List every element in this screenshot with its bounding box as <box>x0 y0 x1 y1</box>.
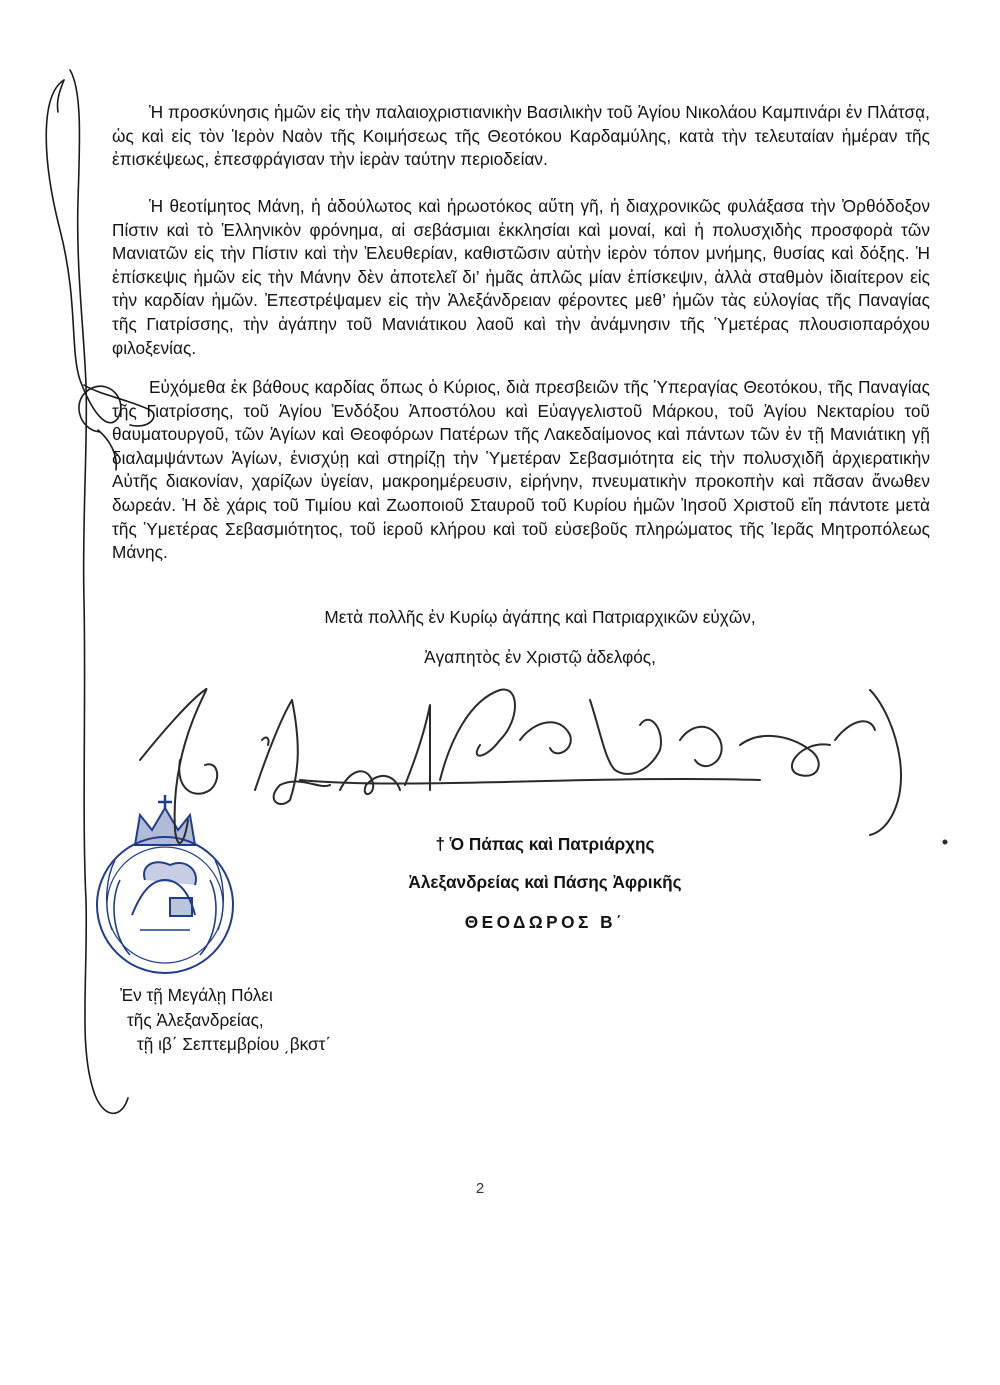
closing-brotherly: Ἀγαπητὸς ἐν Χριστῷ ἀδελφός, <box>424 647 656 667</box>
signatory-title-pope: † Ὁ Πάπας καὶ Πατριάρχης <box>435 834 655 854</box>
closing-salutation: Μετὰ πολλῆς ἐν Κυρίῳ ἀγάπης καὶ Πατριαρχικῶν εὐχῶν, <box>324 607 756 627</box>
date-line: τῇ ιβ΄ Σεπτεμβρίου ͵βκστ΄ <box>137 1034 332 1054</box>
body-paragraph-2: Ἡ θεοτίμητος Μάνη, ἡ ἀδούλωτος καὶ ἡρωοτόκος αὕτη γῆ, ἡ διαχρονικῶς φυλάξασα τὴν Ὀρθόδοξον Πίστιν καὶ τὸ Ἑλληνικὸν φρόνημα, αἱ σεβάσμιαι ἐκκλησίαι καὶ μοναί, καὶ ἡ πολυσχιδὴς προσφορὰ τῶν Μανιατῶν εἰς τὴν Πίστιν καὶ τὴν Ἐλευθερίαν, καθιστῶσιν αὐτὴν ἱερὸν τόπον μνήμης, θυσίας καὶ δόξης. Ἡ ἐπίσκεψις ἡμῶν εἰς τὴν Μάνην δὲν ἀποτελεῖ δι’ ἡμᾶς ἁπλῶς μίαν ἐπίσκεψιν, ἀλλὰ σταθμὸν ἰδιαίτερον εἰς τὴν καρδίαν ἡμῶν. Ἐπεστρέψαμεν εἰς τὴν Ἀλεξάνδρειαν φέροντες μεθ’ ἡμῶν τὰς εὐλογίας τῆς Παναγίας τῆς Γιατρίσσης, τὴν ἀγάπην τοῦ Μανιάτικου λαοῦ καὶ τὴν ἀνάμνησιν τῆς Ὑμετέρας πλουσιοπαρόχου φιλοξενίας. <box>112 196 930 358</box>
page-number: 2 <box>475 1180 485 1197</box>
signatory-name: ΘΕΟΔΩΡΟΣ Β΄ <box>464 912 626 932</box>
place-line-2: τῆς Ἀλεξανδρείας, <box>127 1010 264 1030</box>
place-line-1: Ἐν τῇ Μεγάλῃ Πόλει <box>120 985 273 1005</box>
signatory-title-see: Ἀλεξανδρείας καὶ Πάσης Ἀφρικῆς <box>408 872 682 892</box>
body-paragraph-1: Ἡ προσκύνησις ἡμῶν εἰς τὴν παλαιοχριστιανικὴν Βασιλικὴν τοῦ Ἁγίου Νικολάου Καμπινάρι ἐν Πλάτσᾳ, ὡς καὶ εἰς τὸν Ἱερὸν Ναὸν τῆς Κοιμήσεως τῆς Θεοτόκου Καρδαμύλης, κατὰ τὴν τελευταίαν ἡμέραν τῆς ἐπισκέψεως, ἐπεσφράγισαν τὴν ἱερὰν ταύτην περιοδείαν. <box>112 102 930 170</box>
body-paragraph-3: Εὐχόμεθα ἐκ βάθους καρδίας ὅπως ὁ Κύριος, διὰ πρεσβειῶν τῆς Ὑπεραγίας Θεοτόκου, τῆς Παναγίας τῆς Γιατρίσσης, τοῦ Ἁγίου Ἐνδόξου Ἀποστόλου καὶ Εὐαγγελιστοῦ Μάρκου, τοῦ Ἁγίου Νεκταρίου τοῦ θαυματουργοῦ, τῶν Ἁγίων καὶ Θεοφόρων Πατέρων τῆς Λακεδαίμονος καὶ πάντων τῶν ἐν τῇ Μανιάτικη γῇ διαλαμψάντων Ἁγίων, ἐνισχύῃ καὶ στηρίζῃ τὴν Ὑμετέραν Σεβασμιότητα εἰς τὴν πολυσχιδῆ ἀρχιερατικὴν Αὐτῆς διακονίαν, χαρίζων ὑγείαν, μακροημέρευσιν, εἰρήνην, πνευματικὴν προκοπὴν καὶ πᾶσαν ἄνωθεν δωρεάν. Ἡ δὲ χάρις τοῦ Τιμίου καὶ Ζωοποιοῦ Σταυροῦ τοῦ Κυρίου ἡμῶν Ἰησοῦ Χριστοῦ εἴη πάντοτε μετὰ τῆς Ὑμετέρας Σεβασμιότητος, τοῦ ἱεροῦ κλήρου καὶ τοῦ εὐσεβοῦς πληρώματος τῆς Ἱερᾶς Μητροπόλεως Μάνης. <box>112 377 930 563</box>
